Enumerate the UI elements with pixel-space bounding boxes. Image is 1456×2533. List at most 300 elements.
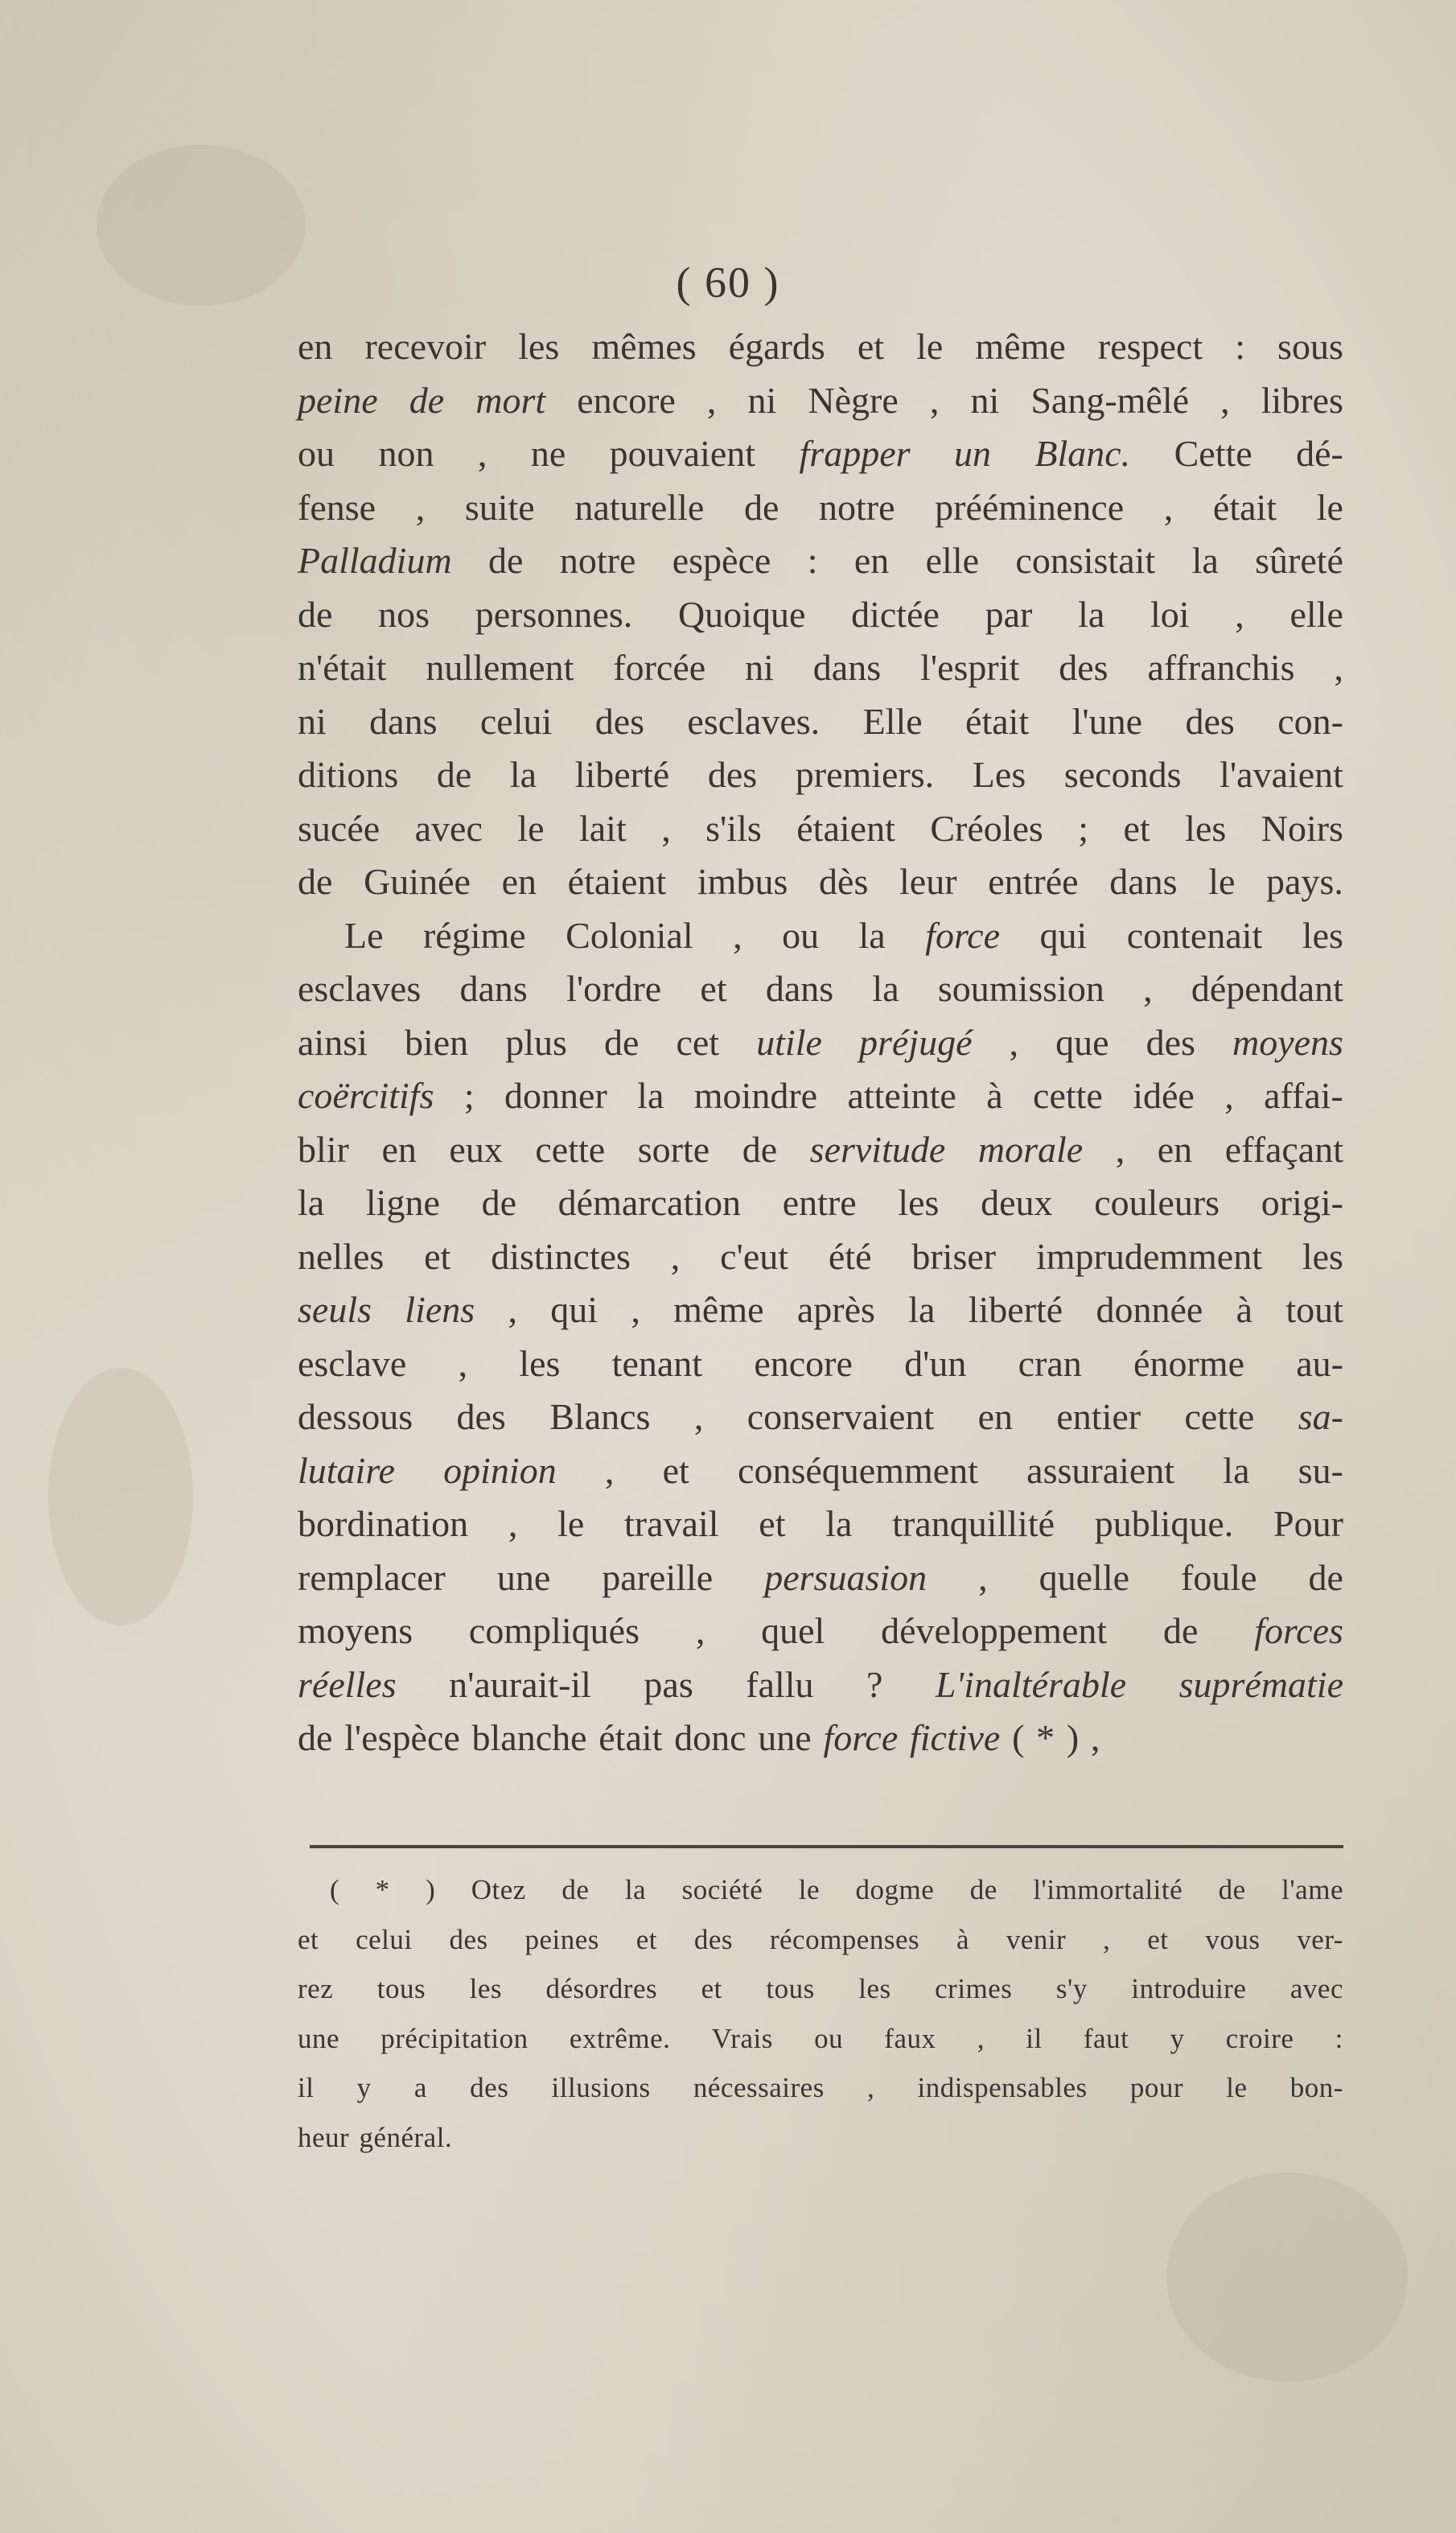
word: compliqués (468, 1610, 640, 1651)
word: nelles (298, 1235, 385, 1277)
word: conséquemment (738, 1449, 978, 1491)
word: sa- (1298, 1396, 1343, 1437)
word: cette (1184, 1396, 1255, 1437)
word: ne (530, 433, 566, 474)
word: avec (414, 807, 483, 849)
word: , (1103, 1923, 1111, 1955)
word: les (858, 1973, 891, 2004)
word: notre (819, 486, 895, 528)
text-line (298, 1176, 1343, 1230)
word: quel (761, 1610, 825, 1651)
word: , (508, 1503, 518, 1544)
text-line (298, 1711, 1343, 1765)
word: mêmes (591, 326, 697, 367)
word: le (1208, 861, 1236, 902)
word: cette (535, 1128, 606, 1170)
word: Elle (862, 700, 923, 742)
word: consistait (1015, 540, 1156, 581)
word: entier (1056, 1396, 1141, 1437)
text-line (298, 588, 1343, 642)
word: ver- (1297, 1923, 1343, 1955)
word: servitude (809, 1128, 946, 1170)
word: non (378, 433, 434, 474)
word: de (436, 754, 472, 795)
word: tranquillité (892, 1503, 1055, 1544)
word: de (298, 593, 333, 635)
word: entre (782, 1182, 857, 1223)
word: en (298, 326, 333, 367)
word: loi (1150, 593, 1190, 635)
word: su- (1298, 1449, 1343, 1491)
word: soumission (937, 968, 1104, 1009)
word: des (470, 2072, 509, 2103)
word: s'ils (705, 807, 762, 849)
word: imbus (697, 861, 788, 902)
word: force (823, 1717, 899, 1758)
word: affai- (1264, 1075, 1343, 1116)
word: ( (330, 1874, 340, 1905)
word: crimes (935, 1973, 1013, 2004)
word: et (1147, 1923, 1169, 1955)
word: ) (1066, 1717, 1080, 1758)
word: nos (378, 593, 430, 635)
word: celui (356, 1923, 413, 1955)
word: ligne (365, 1182, 440, 1223)
word: démarcation (557, 1182, 741, 1223)
word: faut (1083, 2022, 1129, 2054)
word: extrême. (569, 2022, 671, 2054)
word: c'eut (720, 1235, 789, 1277)
word: liberté (968, 1289, 1063, 1330)
word: ni (298, 700, 327, 742)
word: bon- (1289, 2072, 1343, 2103)
word: donner (504, 1075, 607, 1116)
word: pareille (602, 1556, 714, 1598)
word: , (508, 1289, 517, 1330)
word: forces (1254, 1610, 1343, 1651)
word: , (1143, 968, 1153, 1009)
word: dogme (855, 1874, 935, 1905)
word: il (1026, 2022, 1043, 2054)
word: , (477, 433, 487, 474)
word: ou (298, 433, 335, 474)
word: mort (475, 379, 546, 421)
word: eux (449, 1128, 503, 1170)
word: lutaire (298, 1449, 395, 1491)
word: y (1170, 2022, 1185, 2054)
word: blir (298, 1128, 349, 1170)
text-line (298, 427, 1343, 481)
word: frapper (799, 433, 911, 474)
word: liberté (574, 754, 670, 795)
word: l'esprit (920, 647, 1020, 688)
word: le (557, 1503, 585, 1544)
word: et (759, 1503, 786, 1544)
word: ; (463, 1075, 475, 1116)
word: , (1224, 1075, 1234, 1116)
word: dans (459, 968, 528, 1009)
word: et (635, 1923, 658, 1955)
word: espèce (672, 540, 771, 581)
word: l'avaient (1220, 754, 1343, 795)
word: dans (369, 700, 438, 742)
word: , (977, 2022, 985, 2054)
word: le (798, 1874, 821, 1905)
word: a (413, 2072, 427, 2103)
text-line (298, 909, 1343, 963)
word: qui (1039, 914, 1088, 956)
word: Pour (1273, 1503, 1343, 1544)
word: notre (559, 540, 636, 581)
text-line (298, 855, 1343, 909)
word: deux (981, 1182, 1053, 1223)
word: * (1036, 1717, 1055, 1758)
word: Noirs (1261, 807, 1343, 849)
word: tous (766, 1973, 815, 2004)
word: en (977, 1396, 1013, 1437)
word: introduire (1131, 1973, 1247, 2004)
word: même (673, 1289, 764, 1330)
word: que (1055, 1021, 1109, 1063)
word: moyens (1232, 1021, 1343, 1063)
word: la (858, 914, 886, 956)
word: la (509, 754, 537, 795)
word: en (501, 861, 537, 902)
word: peines (524, 1923, 599, 1955)
word: s'y (1055, 1973, 1088, 2004)
word: les (1302, 1235, 1343, 1277)
word: la (637, 1075, 664, 1116)
word: et (700, 968, 727, 1009)
word: con- (1277, 700, 1343, 742)
word: la (908, 1289, 936, 1330)
text-line (298, 748, 1343, 802)
word: de (742, 1128, 778, 1170)
word: de (969, 1874, 997, 1905)
word: peine (298, 379, 378, 421)
word: , (929, 379, 940, 421)
word: en (381, 1128, 417, 1170)
word: , (695, 1610, 705, 1651)
word: précipitation (380, 2022, 529, 2054)
text-line (298, 1283, 1343, 1337)
word: récompenses (769, 1923, 920, 1955)
word: Nègre (808, 379, 899, 421)
word: et (424, 1235, 451, 1277)
word: nullement (426, 647, 574, 688)
word: la (1078, 593, 1105, 635)
text-line (298, 641, 1343, 695)
word: tenant (611, 1342, 703, 1384)
word: de (1218, 1874, 1246, 1905)
footnote-line (298, 1865, 1343, 1915)
word: coërcitifs (298, 1075, 434, 1116)
word: persuasion (764, 1556, 927, 1598)
word: effaçant (1224, 1128, 1343, 1170)
word: de (561, 1874, 590, 1905)
word: était (965, 700, 1030, 742)
word: la (872, 968, 899, 1009)
word: premiers. (795, 754, 935, 795)
word: par (985, 593, 1033, 635)
text-line (298, 1604, 1343, 1658)
word: les (1302, 914, 1343, 956)
footnote (298, 1865, 1343, 2162)
text-line (298, 1230, 1343, 1284)
word: été (828, 1235, 872, 1277)
word: indispensables (917, 2072, 1088, 2103)
word: la (825, 1503, 853, 1544)
word: travail (624, 1503, 719, 1544)
main-text (298, 320, 1343, 1765)
word: n'était (298, 647, 387, 688)
text-line (298, 1123, 1343, 1177)
word: Le (344, 914, 384, 956)
word: esclaves. (687, 700, 821, 742)
word: dépendant (1191, 968, 1343, 1009)
word: le (1316, 486, 1343, 528)
text-line (298, 534, 1343, 588)
word: préjugé (858, 1021, 973, 1063)
word: assuraient (1026, 1449, 1175, 1491)
word: moindre (693, 1075, 818, 1116)
word: , (1235, 593, 1244, 635)
word: plus (505, 1021, 567, 1063)
word: ou (814, 2022, 844, 2054)
word: la (1223, 1449, 1250, 1491)
text-line (298, 1069, 1343, 1123)
word: et (1123, 807, 1150, 849)
word: même (975, 326, 1066, 367)
text-line (298, 962, 1343, 1016)
footnote-line (298, 1915, 1343, 1965)
word: les (469, 1973, 502, 2004)
footnote-line (298, 2014, 1343, 2064)
paper-stain (1166, 2173, 1408, 2382)
word: de (298, 1717, 333, 1758)
word: , (978, 1556, 988, 1598)
word: régime (422, 914, 526, 956)
word: Sang-mêlé (1030, 379, 1190, 421)
word: vous (1205, 1923, 1261, 1955)
word: celui (479, 700, 553, 742)
word: L'inaltérable (935, 1663, 1127, 1705)
word: et (857, 326, 885, 367)
word: , (670, 1235, 681, 1277)
word: , (1220, 379, 1230, 421)
word: ni (970, 379, 1000, 421)
word: avec (1289, 1973, 1343, 2004)
word: les (898, 1182, 940, 1223)
word: Otez (471, 1874, 526, 1905)
word: seconds (1063, 754, 1182, 795)
word: cran (1018, 1342, 1082, 1384)
word: sûreté (1255, 540, 1343, 581)
word: donnée (1096, 1289, 1203, 1330)
word: Guinée (364, 861, 471, 902)
word: et (298, 1923, 319, 1955)
word: blanche (471, 1717, 587, 1758)
word: venir (1006, 1923, 1067, 1955)
word: des (1185, 700, 1235, 742)
word: de (1162, 1610, 1199, 1651)
word: donc (674, 1717, 747, 1758)
word: était (1212, 486, 1277, 528)
word: fallu (746, 1663, 814, 1705)
word: y (356, 2072, 372, 2103)
text-line (298, 1497, 1343, 1551)
word: elle (925, 540, 980, 581)
word: énorme (1133, 1342, 1244, 1384)
text-line (298, 695, 1343, 749)
word: ou (782, 914, 820, 956)
word: des (456, 1396, 506, 1437)
word: égards (728, 326, 825, 367)
word: dans (765, 968, 834, 1009)
word: la (1191, 540, 1219, 581)
word: la (298, 1182, 325, 1223)
text-line (298, 1444, 1343, 1498)
word: encore (754, 1342, 853, 1384)
word: l'une (1071, 700, 1143, 742)
word: Blancs (549, 1396, 651, 1437)
word: * (375, 1874, 390, 1905)
word: au- (1296, 1342, 1343, 1384)
word: de (481, 1182, 516, 1223)
word: la (624, 1874, 647, 1905)
word: croire (1225, 2022, 1294, 2054)
word: les (519, 1342, 561, 1384)
word: l'immortalité (1033, 1874, 1183, 1905)
word: une (758, 1717, 812, 1758)
word: contenait (1126, 914, 1263, 956)
word: utile (756, 1021, 822, 1063)
word: entrée (988, 861, 1079, 902)
word: une (298, 2022, 340, 2054)
word: liens (405, 1289, 475, 1330)
word: faux (884, 2022, 936, 2054)
word: Les (972, 754, 1026, 795)
word: et (662, 1449, 689, 1491)
text-line (298, 1016, 1343, 1070)
word: , (1009, 1021, 1019, 1063)
word: de (409, 379, 445, 421)
word: pouvaient (609, 433, 756, 474)
word: il (298, 2072, 315, 2103)
word: pas (644, 1663, 693, 1705)
word: heur (298, 2121, 350, 2153)
word: dans (1109, 861, 1178, 902)
word: distinctes (491, 1235, 631, 1277)
word: les (518, 326, 560, 367)
word: des (693, 1923, 734, 1955)
word: Palladium (298, 540, 452, 581)
word: le (916, 326, 944, 367)
word: dé- (1296, 433, 1343, 474)
word: sorte (637, 1128, 710, 1170)
word: force (925, 914, 1001, 956)
word: foule (1181, 1556, 1257, 1598)
word: elle (1289, 593, 1343, 635)
word: quelle (1039, 1556, 1130, 1598)
word: de (603, 1021, 640, 1063)
word: Créoles (930, 807, 1043, 849)
word: seuls (298, 1289, 372, 1330)
word: ( (1012, 1717, 1025, 1758)
word: société (681, 1874, 763, 1905)
word: remplacer (298, 1556, 446, 1598)
word: dès (819, 861, 869, 902)
word: imprudemment (1035, 1235, 1263, 1277)
word: ainsi (298, 1021, 368, 1063)
word: de (298, 861, 333, 902)
word: suprématie (1178, 1663, 1343, 1705)
word: de (1308, 1556, 1343, 1598)
word: sucée (298, 807, 380, 849)
word: , (604, 1449, 615, 1491)
word: , (867, 2072, 875, 2103)
word: nécessaires (693, 2072, 825, 2103)
word: , (1334, 647, 1343, 688)
word: l'espèce (344, 1717, 460, 1758)
word: les (1185, 807, 1227, 849)
text-line (298, 1390, 1343, 1444)
word: idée (1133, 1075, 1195, 1116)
word: moyens (298, 1610, 413, 1651)
word: conservaient (747, 1396, 935, 1437)
word: tout (1285, 1289, 1343, 1330)
word: Cette (1174, 433, 1252, 474)
footnote-divider (310, 1845, 1343, 1848)
word: , (1090, 1717, 1100, 1758)
word: des (1145, 1021, 1195, 1063)
word: morale (977, 1128, 1084, 1170)
word: libres (1261, 379, 1343, 421)
word: forcée (613, 647, 706, 688)
word: : (807, 540, 818, 581)
word: : (1235, 326, 1245, 367)
word: bordination (298, 1503, 469, 1544)
text-line (298, 1658, 1343, 1712)
word: à (986, 1075, 1003, 1116)
text-line (298, 802, 1343, 856)
word: désordres (545, 1973, 658, 2004)
word: réelles (298, 1663, 397, 1705)
word: briser (911, 1235, 997, 1277)
word: , (661, 807, 671, 849)
word: , (733, 914, 742, 956)
word: esclave (298, 1342, 407, 1384)
word: prééminence (935, 486, 1125, 528)
word: dessous (298, 1396, 413, 1437)
word: étaient (796, 807, 895, 849)
word: l'ordre (566, 968, 662, 1009)
page-number: ( 60 ) (676, 258, 780, 307)
word: fictive (909, 1717, 1001, 1758)
footnote-line (298, 1964, 1343, 2014)
word: ni (747, 379, 777, 421)
word: esclaves (298, 968, 422, 1009)
word: fense (298, 486, 376, 528)
word: sous (1277, 326, 1343, 367)
text-line (298, 320, 1343, 374)
word: le (517, 807, 545, 849)
word: suite (464, 486, 535, 528)
text-line (298, 1551, 1343, 1605)
word: lait (578, 807, 627, 849)
word: naturelle (574, 486, 705, 528)
word: ? (866, 1663, 883, 1705)
